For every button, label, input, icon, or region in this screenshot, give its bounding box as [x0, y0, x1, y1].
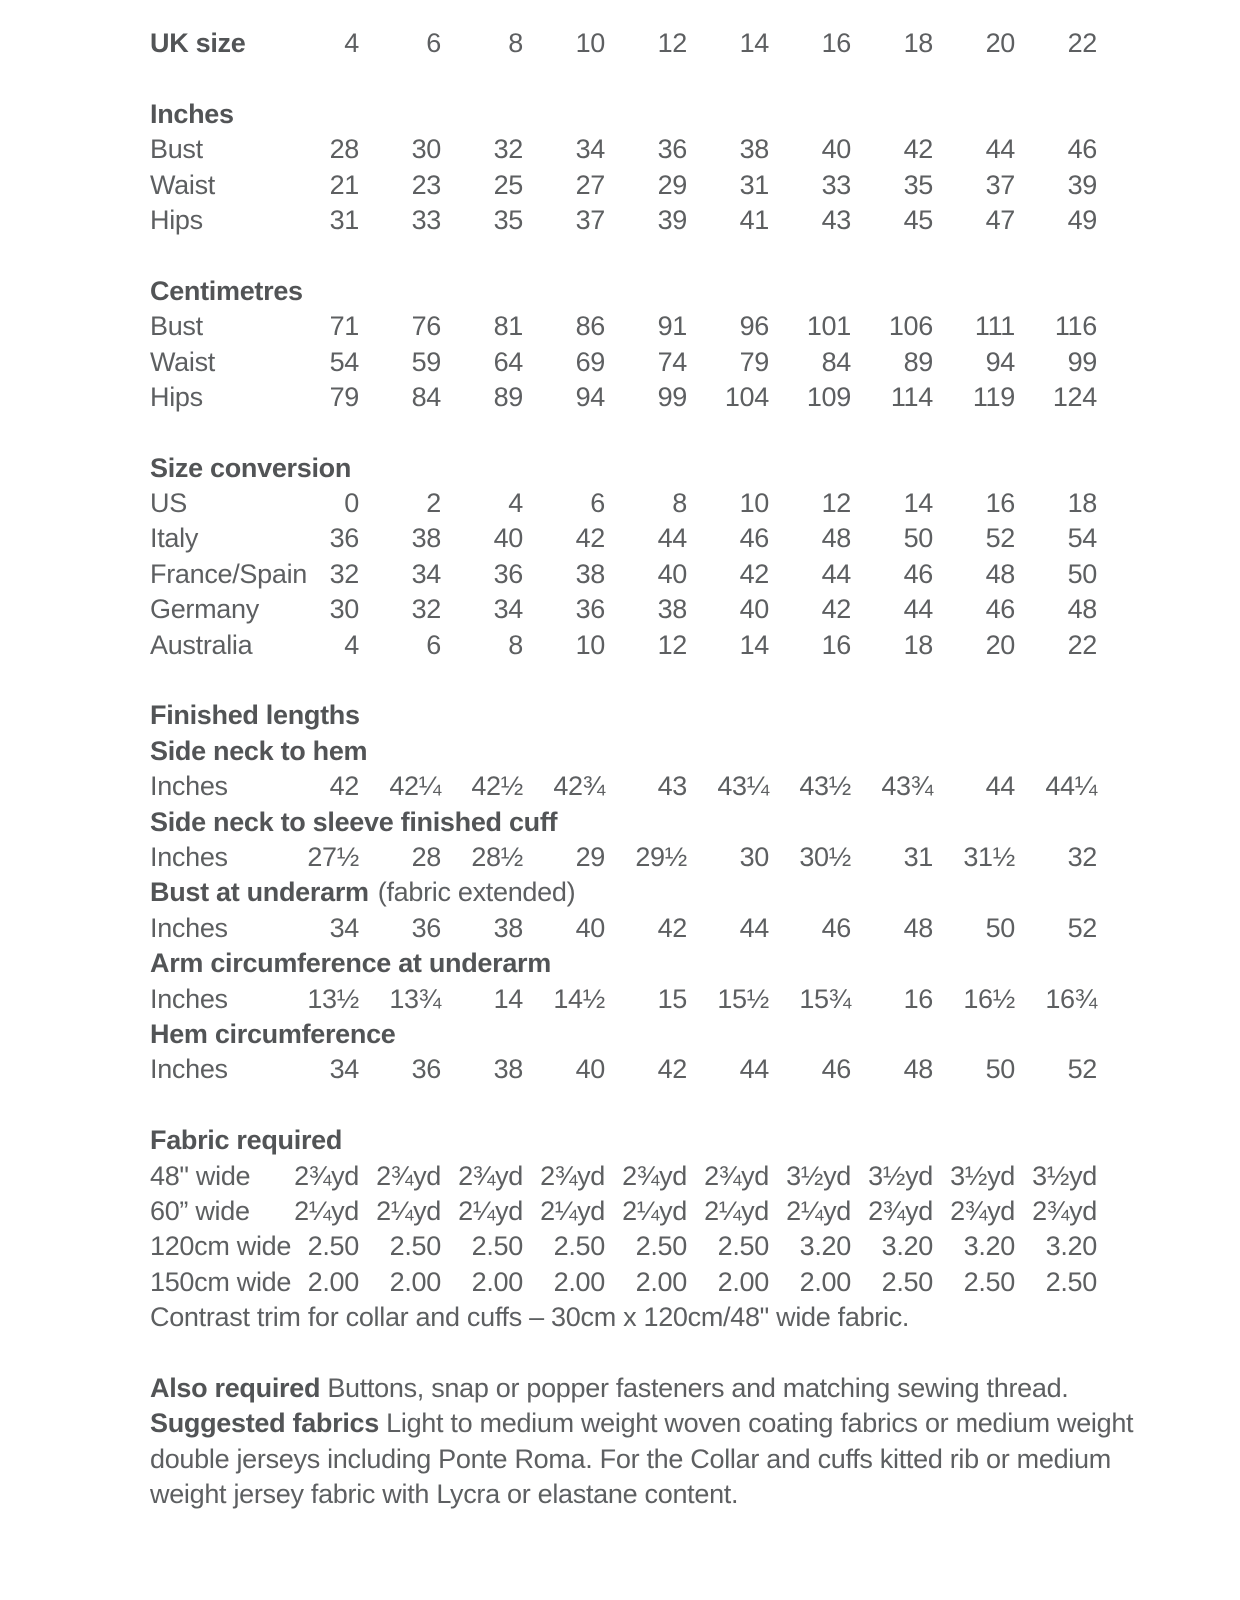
measurement-note: (fabric extended) [377, 877, 576, 908]
value-cell: 38 [575, 558, 605, 589]
value-cell: 37 [985, 169, 1015, 200]
value-cell: 94 [985, 346, 1015, 377]
value-cell: 2¾yd [376, 1160, 441, 1191]
measurement-name: Side neck to sleeve finished cuff [150, 806, 558, 837]
suggested-fabrics-text: Light to medium weight woven coating fabrics or medium weight double jerseys including Ponte Roma. For the Collar and cuffs kitted rib or medium weight jersey fabric with Lycra or elastane content. [150, 1408, 1134, 1510]
value-cell: 29 [657, 169, 687, 200]
row-label: Waist [150, 346, 215, 377]
row-label: 120cm wide [150, 1231, 292, 1262]
row-label: Bust [150, 311, 203, 342]
value-cell: 43 [821, 204, 851, 235]
value-cell: 3.20 [963, 1231, 1015, 1262]
value-cell: 45 [903, 204, 933, 235]
value-cell: 36 [411, 1054, 441, 1085]
row-label: Hips [150, 204, 203, 235]
value-cell: 89 [493, 381, 523, 412]
value-cell: 2.50 [963, 1266, 1015, 1297]
value-cell: 8 [672, 488, 687, 519]
value-cell: 2.00 [307, 1266, 359, 1297]
row-label: Waist [150, 169, 215, 200]
value-cell: 31½ [963, 841, 1015, 872]
value-cell: 18 [903, 629, 933, 660]
value-cell: 31 [739, 169, 769, 200]
value-cell: 36 [411, 912, 441, 943]
value-cell: 109 [806, 381, 851, 412]
value-cell: 46 [1067, 134, 1097, 165]
row-label: Australia [150, 629, 253, 660]
value-cell: 2¼yd [704, 1195, 769, 1226]
table-row [150, 345, 1240, 380]
value-cell: 6 [426, 28, 441, 58]
value-cell: 111 [974, 311, 1015, 342]
value-cell: 16¾ [1045, 983, 1097, 1014]
value-cell: 89 [903, 346, 933, 377]
value-cell: 15¾ [799, 983, 851, 1014]
measurement-name: Side neck to hem [150, 735, 368, 766]
table-row [150, 521, 1240, 556]
value-cell: 43¼ [717, 771, 769, 802]
value-cell: 42¼ [389, 771, 441, 802]
value-cell: 16 [903, 983, 933, 1014]
value-cell: 30½ [799, 841, 851, 872]
value-cell: 3.20 [799, 1231, 851, 1262]
value-cell: 21 [329, 169, 359, 200]
value-cell: 84 [411, 381, 441, 412]
value-cell: 74 [657, 346, 687, 377]
value-cell: 42 [329, 771, 359, 802]
value-cell: 38 [657, 594, 687, 625]
value-cell: 30 [411, 134, 441, 165]
value-cell: 34 [411, 558, 441, 589]
table-row [150, 1123, 1240, 1158]
value-cell: 15½ [717, 983, 769, 1014]
value-cell: 2¼yd [786, 1195, 851, 1226]
value-cell: 2.50 [307, 1231, 359, 1262]
value-cell: 2¾yd [540, 1160, 605, 1191]
notes-block [150, 1371, 1190, 1513]
value-cell: 48 [903, 912, 933, 943]
row-label: Inches [150, 1054, 228, 1085]
value-cell: 3.20 [1045, 1231, 1097, 1262]
value-cell: 44 [985, 771, 1015, 802]
value-cell: 104 [724, 381, 769, 412]
value-cell: 42 [739, 558, 769, 589]
value-cell: 16½ [963, 983, 1015, 1014]
value-cell: 39 [1067, 169, 1097, 200]
value-cell: 46 [821, 1054, 851, 1085]
value-cell: 38 [493, 1054, 523, 1085]
table-row [150, 309, 1240, 344]
value-cell: 50 [1067, 558, 1097, 589]
value-cell: 34 [329, 1054, 359, 1085]
row-label: Germany [150, 594, 259, 625]
value-cell: 12 [657, 629, 687, 660]
value-cell: 35 [493, 204, 523, 235]
value-cell: 2.50 [1045, 1266, 1097, 1297]
value-cell: 2¼yd [294, 1195, 359, 1226]
value-cell: 2.50 [635, 1231, 687, 1262]
value-cell: 84 [821, 346, 851, 377]
value-cell: 2.50 [471, 1231, 523, 1262]
value-cell: 48 [821, 523, 851, 554]
value-cell: 30 [739, 841, 769, 872]
value-cell: 2¾yd [622, 1160, 687, 1191]
table-row [150, 557, 1240, 592]
value-cell: 4 [344, 629, 359, 660]
table-row [150, 274, 1240, 309]
row-label: Bust [150, 134, 203, 165]
value-cell: 27½ [307, 841, 359, 872]
value-cell: 91 [657, 311, 687, 342]
table-row [150, 911, 1240, 946]
value-cell: 35 [903, 169, 933, 200]
table-row [150, 1229, 1240, 1264]
row-gap [150, 1088, 1240, 1123]
table-row [150, 698, 1240, 733]
measurement-heading [150, 1017, 1097, 1052]
value-cell: 40 [739, 594, 769, 625]
value-cell: 48 [903, 1054, 933, 1085]
value-cell: 69 [575, 346, 605, 377]
value-cell: 41 [739, 204, 769, 235]
value-cell: 31 [903, 841, 933, 872]
value-cell: 27 [575, 169, 605, 200]
value-cell: 44 [903, 594, 933, 625]
also-required-note [150, 1371, 1190, 1406]
value-cell: 20 [985, 28, 1015, 58]
value-cell: 2¾yd [704, 1160, 769, 1191]
value-cell: 28 [329, 134, 359, 165]
value-cell: 2.00 [471, 1266, 523, 1297]
value-cell: 46 [903, 558, 933, 589]
table-row [150, 203, 1240, 238]
table-row [150, 946, 1240, 981]
value-cell: 33 [821, 169, 851, 200]
row-label: 48" wide [150, 1160, 251, 1191]
value-cell: 10 [739, 488, 769, 519]
value-cell: 2.00 [799, 1266, 851, 1297]
measurement-heading [150, 734, 1097, 769]
value-cell: 44¼ [1045, 771, 1097, 802]
value-cell: 3½yd [1032, 1160, 1097, 1191]
table-row [150, 1300, 1240, 1335]
suggested-fabrics-note [150, 1406, 1190, 1512]
value-cell: 30 [329, 594, 359, 625]
value-cell: 106 [888, 311, 933, 342]
value-cell: 34 [329, 912, 359, 943]
value-cell: 32 [329, 558, 359, 589]
value-cell: 99 [657, 381, 687, 412]
value-cell: 2.00 [553, 1266, 605, 1297]
table-row [150, 97, 1240, 132]
value-cell: 22 [1067, 28, 1097, 58]
table-row [150, 1017, 1240, 1052]
value-cell: 2¼yd [458, 1195, 523, 1226]
table-row [150, 26, 1240, 61]
value-cell: 116 [1054, 311, 1097, 342]
value-cell: 44 [821, 558, 851, 589]
value-cell: 50 [903, 523, 933, 554]
value-cell: 42 [903, 134, 933, 165]
value-cell: 3½yd [868, 1160, 933, 1191]
section-title: Centimetres [150, 275, 303, 306]
row-gap [150, 415, 1240, 450]
value-cell: 40 [821, 134, 851, 165]
value-cell: 2.00 [635, 1266, 687, 1297]
value-cell: 81 [493, 311, 523, 342]
value-cell: 12 [657, 28, 687, 58]
value-cell: 25 [493, 169, 523, 200]
value-cell: 42 [657, 912, 687, 943]
value-cell: 52 [1067, 1054, 1097, 1085]
value-cell: 34 [493, 594, 523, 625]
value-cell: 38 [493, 912, 523, 943]
value-cell: 38 [411, 523, 441, 554]
value-cell: 39 [657, 204, 687, 235]
value-cell: 6 [590, 488, 605, 519]
value-cell: 64 [493, 346, 523, 377]
value-cell: 40 [575, 1054, 605, 1085]
value-cell: 14 [493, 983, 523, 1014]
value-cell: 52 [985, 523, 1015, 554]
value-cell: 6 [426, 629, 441, 660]
value-cell: 8 [508, 28, 523, 58]
value-cell: 4 [344, 28, 359, 58]
also-required-text: Buttons, snap or popper fasteners and matching sewing thread. [327, 1372, 1069, 1403]
value-cell: 29 [575, 841, 605, 872]
contrast-trim-note: Contrast trim for collar and cuffs – 30cm x 120cm/48" wide fabric. [150, 1302, 910, 1333]
value-cell: 2¾yd [868, 1195, 933, 1226]
row-label: Italy [150, 523, 199, 554]
measurement-heading [150, 875, 1097, 910]
value-cell: 2.00 [717, 1266, 769, 1297]
row-label: Inches [150, 841, 228, 872]
value-cell: 16 [821, 629, 851, 660]
value-cell: 46 [985, 594, 1015, 625]
row-gap [150, 61, 1240, 96]
value-cell: 48 [1067, 594, 1097, 625]
table-row [150, 805, 1240, 840]
value-cell: 14 [739, 629, 769, 660]
value-cell: 94 [575, 381, 605, 412]
value-cell: 33 [411, 204, 441, 235]
value-cell: 54 [1067, 523, 1097, 554]
value-cell: 28 [411, 841, 441, 872]
value-cell: 10 [575, 28, 605, 58]
row-label: France/Spain [150, 558, 307, 589]
row-label: Hips [150, 381, 203, 412]
also-required-label: Also required [150, 1372, 321, 1403]
value-cell: 54 [329, 346, 359, 377]
value-cell: 16 [985, 488, 1015, 519]
value-cell: 42 [821, 594, 851, 625]
value-cell: 8 [508, 629, 523, 660]
value-cell: 2¼yd [540, 1195, 605, 1226]
value-cell: 2¼yd [376, 1195, 441, 1226]
row-gap [150, 663, 1240, 698]
value-cell: 10 [575, 629, 605, 660]
value-cell: 2¼yd [622, 1195, 687, 1226]
value-cell: 13½ [307, 983, 359, 1014]
row-label: 150cm wide [150, 1266, 292, 1297]
value-cell: 43½ [799, 771, 851, 802]
value-cell: 101 [806, 311, 851, 342]
row-label: Inches [150, 771, 228, 802]
value-cell: 96 [739, 311, 769, 342]
value-cell: 2 [426, 488, 441, 519]
value-cell: 18 [1067, 488, 1097, 519]
value-cell: 2¾yd [1032, 1195, 1097, 1226]
value-cell: 76 [411, 311, 441, 342]
value-cell: 36 [329, 523, 359, 554]
value-cell: 46 [739, 523, 769, 554]
value-cell: 36 [493, 558, 523, 589]
value-cell: 16 [821, 28, 851, 58]
value-cell: 23 [411, 169, 441, 200]
section-title: Finished lengths [150, 700, 360, 731]
table-row [150, 592, 1240, 627]
value-cell: 32 [493, 134, 523, 165]
value-cell: 20 [985, 629, 1015, 660]
value-cell: 12 [821, 488, 851, 519]
value-cell: 0 [344, 488, 359, 519]
value-cell: 71 [329, 311, 359, 342]
suggested-fabrics-label: Suggested fabrics [150, 1408, 379, 1439]
measurement-name: Arm circumference at underarm [150, 948, 551, 979]
value-cell: 86 [575, 311, 605, 342]
row-gap [150, 238, 1240, 273]
value-cell: 14 [739, 28, 769, 58]
value-cell: 4 [508, 488, 523, 519]
value-cell: 124 [1052, 381, 1097, 412]
measurement-heading [150, 946, 1097, 981]
size-chart [150, 26, 1240, 1335]
table-row [150, 1265, 1240, 1300]
value-cell: 44 [657, 523, 687, 554]
value-cell: 79 [329, 381, 359, 412]
row-label: Inches [150, 912, 228, 943]
row-label: 60” wide [150, 1195, 250, 1226]
value-cell: 119 [972, 381, 1015, 412]
value-cell: 40 [657, 558, 687, 589]
row-label: UK size [150, 28, 246, 58]
value-cell: 59 [411, 346, 441, 377]
value-cell: 2¾yd [458, 1160, 523, 1191]
value-cell: 36 [657, 134, 687, 165]
section-title: Inches [150, 98, 234, 129]
value-cell: 50 [985, 1054, 1015, 1085]
value-cell: 14 [903, 488, 933, 519]
value-cell: 18 [903, 28, 933, 58]
table-row [150, 628, 1240, 663]
value-cell: 40 [575, 912, 605, 943]
value-cell: 3½yd [950, 1160, 1015, 1191]
value-cell: 37 [575, 204, 605, 235]
value-cell: 114 [890, 381, 933, 412]
value-cell: 14½ [553, 983, 605, 1014]
value-cell: 44 [985, 134, 1015, 165]
value-cell: 32 [411, 594, 441, 625]
value-cell: 42 [657, 1054, 687, 1085]
value-cell: 47 [985, 204, 1015, 235]
value-cell: 42¾ [553, 771, 605, 802]
value-cell: 38 [739, 134, 769, 165]
value-cell: 28½ [471, 841, 523, 872]
value-cell: 2.50 [717, 1231, 769, 1262]
section-title: Size conversion [150, 452, 352, 483]
value-cell: 22 [1067, 629, 1097, 660]
value-cell: 32 [1067, 841, 1097, 872]
value-cell: 2.50 [389, 1231, 441, 1262]
value-cell: 2.50 [881, 1266, 933, 1297]
measurement-heading [150, 805, 1097, 840]
value-cell: 79 [739, 346, 769, 377]
table-row [150, 1194, 1240, 1229]
value-cell: 50 [985, 912, 1015, 943]
table-row [150, 875, 1240, 910]
value-cell: 46 [821, 912, 851, 943]
value-cell: 52 [1067, 912, 1097, 943]
table-row [150, 982, 1240, 1017]
value-cell: 40 [493, 523, 523, 554]
value-cell: 2.00 [389, 1266, 441, 1297]
measurement-name: Hem circumference [150, 1018, 396, 1049]
value-cell: 44 [739, 1054, 769, 1085]
row-label: Inches [150, 983, 228, 1014]
value-cell: 48 [985, 558, 1015, 589]
table-row [150, 132, 1240, 167]
value-cell: 43¾ [881, 771, 933, 802]
value-cell: 44 [739, 912, 769, 943]
value-cell: 42 [575, 523, 605, 554]
value-cell: 99 [1067, 346, 1097, 377]
value-cell: 15 [657, 983, 687, 1014]
table-row [150, 840, 1240, 875]
table-row [150, 1159, 1240, 1194]
value-cell: 3½yd [786, 1160, 851, 1191]
value-cell: 2¾yd [950, 1195, 1015, 1226]
measurement-name: Bust at underarm [150, 877, 369, 908]
value-cell: 42½ [471, 771, 523, 802]
value-cell: 31 [329, 204, 359, 235]
value-cell: 2.50 [553, 1231, 605, 1262]
value-cell: 36 [575, 594, 605, 625]
value-cell: 49 [1067, 204, 1097, 235]
value-cell: 2¾yd [294, 1160, 359, 1191]
value-cell: 13¾ [389, 983, 441, 1014]
value-cell: 34 [575, 134, 605, 165]
value-cell: 29½ [635, 841, 687, 872]
table-row [150, 451, 1240, 486]
table-row [150, 1052, 1240, 1087]
table-row [150, 168, 1240, 203]
table-row [150, 380, 1240, 415]
value-cell: 43 [657, 771, 687, 802]
value-cell: 3.20 [881, 1231, 933, 1262]
section-title: Fabric required [150, 1125, 343, 1156]
row-label: US [150, 488, 187, 519]
table-row [150, 769, 1240, 804]
table-row [150, 486, 1240, 521]
table-row [150, 734, 1240, 769]
